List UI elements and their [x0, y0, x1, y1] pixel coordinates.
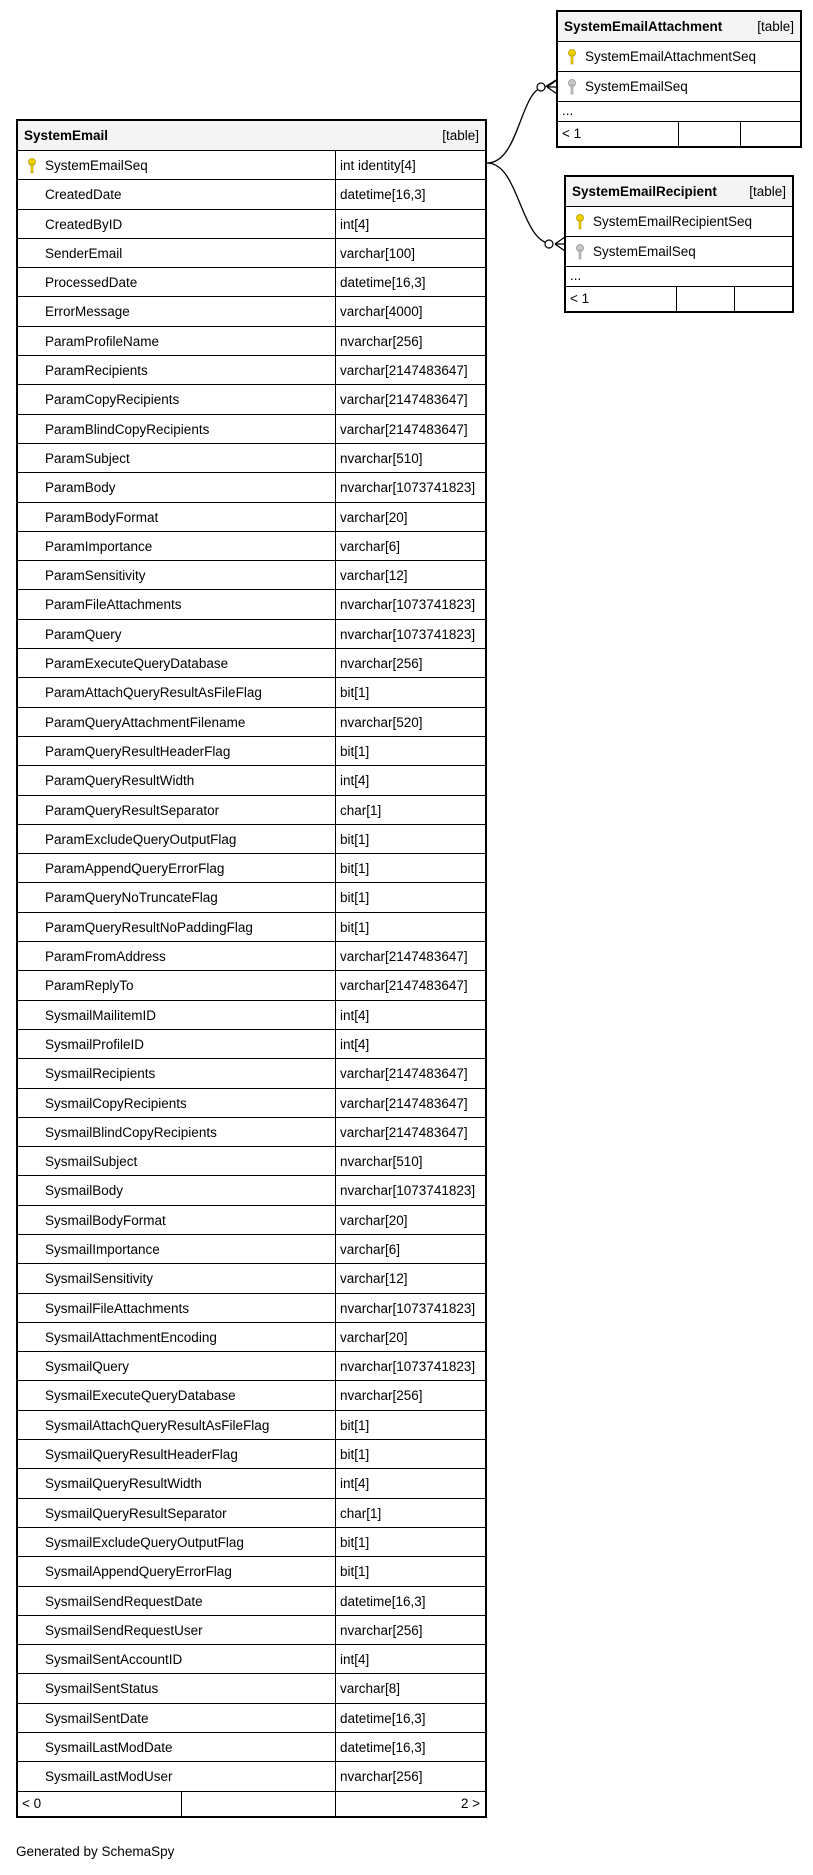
footer-divider	[740, 122, 741, 146]
table-type-label: [table]	[757, 19, 794, 34]
column-row[interactable]	[18, 1674, 485, 1703]
column-type: varchar[20]	[335, 1323, 408, 1351]
column-type: bit[1]	[335, 883, 369, 911]
column-name: ParamProfileName	[45, 333, 160, 349]
column-row[interactable]	[18, 385, 485, 414]
column-row[interactable]	[18, 180, 485, 209]
column-name: ParamBodyFormat	[45, 509, 159, 525]
table-type-label: [table]	[749, 184, 786, 199]
footer-divider	[181, 1792, 182, 1816]
column-name: SystemEmailSeq	[45, 158, 148, 173]
column-type: datetime[16,3]	[335, 268, 426, 296]
column-row[interactable]	[18, 649, 485, 678]
column-row[interactable]	[18, 1206, 485, 1235]
column-row[interactable]	[18, 1352, 485, 1381]
column-name: SenderEmail	[45, 245, 123, 261]
table-systememailattachment[interactable]	[556, 10, 802, 148]
column-name: SysmailAppendQueryErrorFlag	[45, 1564, 232, 1580]
column-name: SysmailMailitemID	[45, 1007, 157, 1023]
column-row[interactable]	[18, 1323, 485, 1352]
column-name: ParamQueryResultSeparator	[45, 802, 220, 818]
column-row[interactable]	[18, 151, 485, 180]
column-row[interactable]	[18, 590, 485, 619]
column-row[interactable]	[18, 327, 485, 356]
column-name: ParamQueryResultWidth	[45, 773, 195, 789]
column-type: varchar[2147483647]	[335, 1059, 468, 1087]
column-row[interactable]	[18, 913, 485, 942]
column-type: varchar[20]	[335, 503, 408, 531]
column-name: SysmailFileAttachments	[45, 1300, 190, 1316]
column-name: SysmailSensitivity	[45, 1271, 154, 1287]
more-columns-ellipsis: ...	[558, 102, 800, 122]
column-row[interactable]	[18, 1616, 485, 1645]
column-row[interactable]	[18, 268, 485, 297]
table-header	[566, 177, 792, 207]
column-name: SysmailSendRequestDate	[45, 1593, 203, 1609]
column-name: SystemEmailSeq	[593, 244, 696, 259]
column-name: SysmailProfileID	[45, 1036, 145, 1052]
column-row[interactable]	[18, 1411, 485, 1440]
column-name: SysmailExcludeQueryOutputFlag	[45, 1534, 244, 1550]
column-type: nvarchar[520]	[335, 708, 423, 736]
column-name: ParamImportance	[45, 538, 153, 554]
column-row[interactable]	[18, 1645, 485, 1674]
column-row[interactable]	[566, 237, 792, 267]
column-type: varchar[2147483647]	[335, 385, 468, 413]
relationship-line-attachment	[487, 80, 556, 163]
column-name: ProcessedDate	[45, 275, 138, 291]
column-type: varchar[2147483647]	[335, 1089, 468, 1117]
table-header	[558, 12, 800, 42]
column-type: int[4]	[335, 1030, 369, 1058]
generated-by-note: Generated by SchemaSpy	[16, 1844, 175, 1859]
column-type: varchar[100]	[335, 239, 415, 267]
column-type: nvarchar[256]	[335, 1381, 423, 1409]
column-row[interactable]	[18, 239, 485, 268]
column-name: ErrorMessage	[45, 304, 130, 320]
column-type: nvarchar[1073741823]	[335, 620, 475, 648]
column-name: ParamSensitivity	[45, 568, 146, 584]
column-type: int[4]	[335, 766, 369, 794]
column-name: ParamFromAddress	[45, 949, 166, 965]
column-row[interactable]	[18, 532, 485, 561]
table-name: SystemEmail	[24, 128, 109, 143]
column-row[interactable]	[18, 1587, 485, 1616]
column-row[interactable]	[18, 297, 485, 326]
column-row[interactable]	[18, 1499, 485, 1528]
column-name: SysmailQueryResultHeaderFlag	[45, 1447, 238, 1463]
column-row[interactable]	[18, 766, 485, 795]
column-row[interactable]	[18, 1762, 485, 1791]
column-name: ParamFileAttachments	[45, 597, 182, 613]
column-name: SysmailLastModUser	[45, 1769, 173, 1785]
key-icon	[575, 214, 585, 230]
column-name: SysmailRecipients	[45, 1066, 156, 1082]
column-name: SysmailImportance	[45, 1241, 160, 1257]
column-row[interactable]	[18, 356, 485, 385]
column-name: SysmailExecuteQueryDatabase	[45, 1388, 236, 1404]
column-row[interactable]	[558, 72, 800, 102]
column-name: SysmailBody	[45, 1183, 124, 1199]
column-type: bit[1]	[335, 737, 369, 765]
column-list	[18, 151, 485, 1792]
table-systememail[interactable]	[16, 119, 487, 1818]
column-type: int[4]	[335, 1469, 369, 1497]
column-name: SysmailSubject	[45, 1154, 138, 1170]
column-type: bit[1]	[335, 854, 369, 882]
column-type: varchar[2147483647]	[335, 942, 468, 970]
column-type: varchar[20]	[335, 1206, 408, 1234]
column-name: SysmailBodyFormat	[45, 1212, 166, 1228]
column-name: SysmailCopyRecipients	[45, 1095, 187, 1111]
column-type: varchar[2147483647]	[335, 971, 468, 999]
key-icon	[567, 79, 577, 95]
footer-divider	[676, 287, 677, 311]
column-row[interactable]	[18, 473, 485, 502]
column-type: char[1]	[335, 1499, 381, 1527]
column-name: CreatedDate	[45, 187, 122, 203]
column-type: nvarchar[256]	[335, 1616, 423, 1644]
column-name: SystemEmailAttachmentSeq	[585, 49, 757, 64]
column-name: SysmailSentStatus	[45, 1681, 159, 1697]
table-header	[18, 121, 485, 151]
column-row[interactable]	[18, 1235, 485, 1264]
optional-marker	[537, 83, 545, 91]
column-type: int[4]	[335, 1645, 369, 1673]
column-type: nvarchar[256]	[335, 327, 423, 355]
column-name: ParamQuery	[45, 626, 122, 642]
column-type: varchar[12]	[335, 561, 408, 589]
column-type: bit[1]	[335, 678, 369, 706]
column-row[interactable]	[566, 207, 792, 237]
column-name: SysmailSentAccountID	[45, 1652, 183, 1668]
relationship-line-recipient	[487, 163, 553, 244]
column-row[interactable]	[18, 1147, 485, 1176]
column-type: varchar[2147483647]	[335, 356, 468, 384]
column-name: SysmailAttachmentEncoding	[45, 1329, 217, 1345]
column-type: char[1]	[335, 796, 381, 824]
column-name: ParamAttachQueryResultAsFileFlag	[45, 685, 262, 701]
column-row[interactable]	[18, 942, 485, 971]
column-type: nvarchar[1073741823]	[335, 1176, 475, 1204]
column-row[interactable]	[18, 444, 485, 473]
table-type-label: [table]	[442, 128, 479, 143]
column-type: datetime[16,3]	[335, 180, 426, 208]
column-type: int[4]	[335, 1001, 369, 1029]
table-name: SystemEmailAttachment	[564, 19, 723, 34]
column-row[interactable]	[18, 825, 485, 854]
column-type: bit[1]	[335, 913, 369, 941]
column-row[interactable]	[18, 1176, 485, 1205]
column-row[interactable]	[18, 1733, 485, 1762]
key-icon	[575, 244, 585, 260]
column-row[interactable]	[18, 1469, 485, 1498]
column-type: nvarchar[1073741823]	[335, 473, 475, 501]
column-name: SystemEmailRecipientSeq	[593, 214, 753, 229]
column-name: SysmailQueryResultWidth	[45, 1476, 202, 1492]
column-name: SysmailQueryResultSeparator	[45, 1505, 227, 1521]
column-type: varchar[6]	[335, 1235, 400, 1263]
column-row[interactable]	[18, 620, 485, 649]
column-name: SysmailAttachQueryResultAsFileFlag	[45, 1417, 270, 1433]
column-row[interactable]	[18, 883, 485, 912]
column-name: CreatedByID	[45, 216, 123, 232]
column-name: SysmailQuery	[45, 1359, 130, 1375]
column-name: SysmailBlindCopyRecipients	[45, 1124, 217, 1140]
column-type: bit[1]	[335, 1528, 369, 1556]
footer-divider	[335, 1792, 336, 1816]
column-name: ParamExecuteQueryDatabase	[45, 656, 229, 672]
table-footer	[18, 1792, 485, 1816]
column-row[interactable]	[18, 561, 485, 590]
footer-left: < 1	[562, 126, 582, 141]
column-name: SysmailSendRequestUser	[45, 1622, 203, 1638]
column-row[interactable]	[18, 1704, 485, 1733]
column-row[interactable]	[18, 854, 485, 883]
column-type: bit[1]	[335, 1557, 369, 1585]
footer-divider	[678, 122, 679, 146]
column-name: ParamQueryResultHeaderFlag	[45, 743, 231, 759]
column-name: SysmailSentDate	[45, 1710, 149, 1726]
column-row[interactable]	[18, 1264, 485, 1293]
column-name: ParamSubject	[45, 450, 130, 466]
column-name: ParamCopyRecipients	[45, 392, 180, 408]
column-row[interactable]	[18, 1089, 485, 1118]
column-type: varchar[4000]	[335, 297, 423, 325]
footer-divider	[734, 287, 735, 311]
column-type: int identity[4]	[335, 151, 416, 179]
footer-left: < 0	[22, 1795, 42, 1811]
column-name: ParamExcludeQueryOutputFlag	[45, 831, 237, 847]
column-name: ParamRecipients	[45, 363, 148, 379]
column-type: nvarchar[256]	[335, 649, 423, 677]
column-type: varchar[2147483647]	[335, 1118, 468, 1146]
column-row[interactable]	[18, 1118, 485, 1147]
column-type: bit[1]	[335, 1411, 369, 1439]
column-name: ParamBody	[45, 480, 116, 496]
table-footer	[566, 287, 792, 311]
column-row[interactable]	[18, 678, 485, 707]
table-systememailrecipient[interactable]	[564, 175, 794, 313]
column-row[interactable]	[18, 708, 485, 737]
column-row[interactable]	[18, 1528, 485, 1557]
column-row[interactable]	[18, 971, 485, 1000]
optional-marker	[545, 240, 553, 248]
column-name: ParamQueryResultNoPaddingFlag	[45, 919, 253, 935]
footer-right: 2 >	[460, 1795, 480, 1811]
column-type: datetime[16,3]	[335, 1587, 426, 1615]
column-type: nvarchar[1073741823]	[335, 1294, 475, 1322]
column-type: datetime[16,3]	[335, 1704, 426, 1732]
column-row[interactable]	[18, 1381, 485, 1410]
column-name: ParamAppendQueryErrorFlag	[45, 861, 225, 877]
column-row[interactable]	[18, 1030, 485, 1059]
column-type: nvarchar[510]	[335, 1147, 423, 1175]
column-name: SysmailLastModDate	[45, 1740, 173, 1756]
column-type: bit[1]	[335, 1440, 369, 1468]
column-type: bit[1]	[335, 825, 369, 853]
column-type: int[4]	[335, 210, 369, 238]
column-row[interactable]	[18, 1440, 485, 1469]
column-row[interactable]	[18, 1001, 485, 1030]
column-name: ParamQueryAttachmentFilename	[45, 714, 246, 730]
table-footer	[558, 122, 800, 146]
more-columns-ellipsis: ...	[566, 267, 792, 287]
column-type: varchar[6]	[335, 532, 400, 560]
column-type: nvarchar[510]	[335, 444, 423, 472]
column-row[interactable]	[18, 1294, 485, 1323]
column-row[interactable]	[18, 503, 485, 532]
column-name: SystemEmailSeq	[585, 79, 688, 94]
footer-left: < 1	[570, 291, 590, 306]
column-row[interactable]	[18, 415, 485, 444]
column-type: nvarchar[1073741823]	[335, 590, 475, 618]
key-icon	[27, 158, 37, 174]
column-row[interactable]	[18, 210, 485, 239]
column-type: nvarchar[256]	[335, 1762, 423, 1790]
column-row[interactable]	[558, 42, 800, 72]
column-row[interactable]	[18, 1059, 485, 1088]
column-row[interactable]	[18, 1557, 485, 1586]
column-type: varchar[8]	[335, 1674, 400, 1702]
column-name: ParamQueryNoTruncateFlag	[45, 890, 218, 906]
column-name: ParamReplyTo	[45, 978, 134, 994]
column-row[interactable]	[18, 796, 485, 825]
column-name: ParamBlindCopyRecipients	[45, 421, 210, 437]
column-type: varchar[2147483647]	[335, 415, 468, 443]
table-name: SystemEmailRecipient	[572, 184, 717, 199]
column-row[interactable]	[18, 737, 485, 766]
column-type: datetime[16,3]	[335, 1733, 426, 1761]
column-type: varchar[12]	[335, 1264, 408, 1292]
column-type: nvarchar[1073741823]	[335, 1352, 475, 1380]
key-icon	[567, 49, 577, 65]
